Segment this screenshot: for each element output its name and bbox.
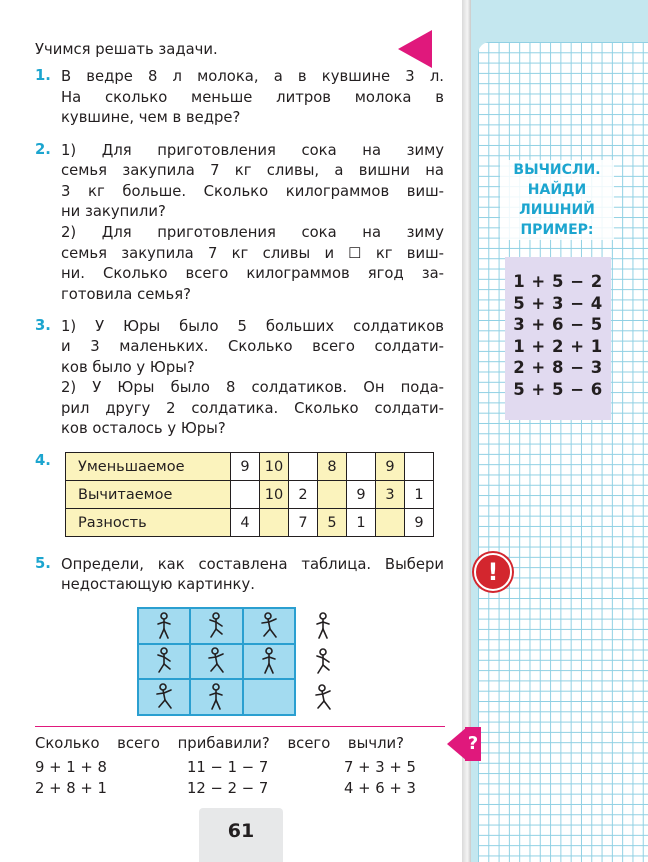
empty-grid-cell: [243, 679, 295, 715]
stick-figure-icon: [206, 683, 226, 711]
expression: 9 + 1 + 8: [35, 759, 107, 776]
table-row: [66, 481, 434, 509]
sidebar-title: [500, 160, 614, 240]
question-tag-pointer: [447, 727, 467, 761]
task-line: 2) Для приготовления сока на зиму: [61, 224, 444, 241]
task-line: На сколько меньше литров молока в: [61, 89, 444, 106]
grid-cell: [138, 608, 190, 644]
grid-cell: [243, 644, 295, 680]
task-line: ни закупили?: [61, 203, 166, 220]
stick-figure-icon: [154, 612, 174, 640]
table-cell: 1: [347, 509, 376, 537]
table-cell: 10: [260, 481, 289, 509]
stick-figure-icon: [154, 683, 174, 711]
example-expression: 1 + 2 + 1: [513, 336, 603, 356]
table-cell: 8: [318, 453, 347, 481]
stick-figure-icon: [313, 612, 333, 640]
stick-figure-icon: [313, 684, 333, 712]
row-label: Вычитаемое: [66, 481, 231, 509]
table-cell: 1: [405, 481, 434, 509]
table-cell: [405, 453, 434, 481]
table-cell: [289, 453, 318, 481]
task-line: недостающую картинку.: [61, 576, 255, 593]
task-line: и 3 маленьких. Сколько всего солдати-: [61, 338, 444, 355]
table-cell: 9: [231, 453, 260, 481]
task-line: Определи, как составлена таблица. Выбери: [61, 556, 444, 573]
task-line: ков осталось у Юры?: [61, 420, 226, 437]
table-cell: 3: [376, 481, 405, 509]
expression: 12 − 2 − 7: [187, 780, 269, 797]
task-line: 1) Для приготовления сока на зиму: [61, 142, 444, 159]
table-cell: 9: [376, 453, 405, 481]
table-cell: 9: [347, 481, 376, 509]
grid-cell: [190, 608, 242, 644]
grid-cell: [190, 679, 242, 715]
table-cell: 4: [231, 509, 260, 537]
grid-cell: [138, 679, 190, 715]
question-icon: [447, 727, 481, 761]
grid-cell: [243, 608, 295, 644]
task-number: 3.: [35, 317, 51, 334]
table-cell: [231, 481, 260, 509]
grid-cell: [190, 644, 242, 680]
task-number: 5.: [35, 555, 51, 572]
task-line: 3 кг больше. Сколько килограммов виш-: [61, 183, 444, 200]
row-label: Разность: [66, 509, 231, 537]
pattern-grid: [137, 607, 296, 716]
table-cell: [347, 453, 376, 481]
examples-box: [505, 257, 611, 420]
task-number: 4.: [35, 452, 51, 469]
example-expression: 2 + 8 − 3: [513, 358, 603, 377]
answer-option: [308, 644, 338, 680]
row-label: Уменьшаемое: [66, 453, 231, 481]
table-row: [66, 509, 434, 537]
stick-figure-icon: [154, 647, 174, 675]
table-cell: 5: [318, 509, 347, 537]
task-line: ни. Сколько всего килограммов ягод за-: [61, 265, 444, 282]
answer-options: [308, 608, 338, 716]
table-cell: 10: [260, 453, 289, 481]
stick-figure-icon: [259, 612, 279, 640]
expression: 2 + 8 + 1: [35, 780, 107, 797]
sidebar-title-line: НАЙДИ: [527, 182, 587, 198]
example-expression: 3 + 6 − 5: [513, 315, 603, 334]
task-line: ков было у Юры?: [61, 359, 195, 376]
answer-option: [308, 608, 338, 644]
sidebar-title-line: ЛИШНИЙ: [519, 202, 595, 218]
table-cell: [260, 509, 289, 537]
answer-option: [308, 680, 338, 716]
expression: 7 + 3 + 5: [344, 759, 416, 776]
table-cell: 9: [405, 509, 434, 537]
sidebar-title-line: ПРИМЕР:: [520, 222, 594, 238]
task-line: кувшине, чем в ведре?: [61, 109, 241, 126]
task-line: В ведре 8 л молока, а в кувшине 3 л.: [61, 68, 444, 85]
task-line: 1) У Юры было 5 больших солдатиков: [61, 318, 444, 335]
task-line: 2) У Юры было 8 солдатиков. Он пода-: [61, 379, 444, 396]
section-divider: [35, 726, 445, 727]
example-expression: 5 + 5 − 6: [513, 379, 603, 399]
expression: 11 − 1 − 7: [187, 759, 269, 776]
table-row: [66, 453, 434, 481]
task-line: семья закупила 7 кг сливы и ☐ кг виш-: [61, 245, 444, 262]
lesson-heading: Учимся решать задачи.: [35, 41, 218, 58]
page-number: 61: [227, 820, 255, 842]
task-line: готовила семья?: [61, 286, 191, 303]
grid-cell: [138, 644, 190, 680]
stick-figure-icon: [206, 612, 226, 640]
stick-figure-icon: [313, 648, 333, 676]
bottom-question: Сколько всего прибавили? всего вычли?: [35, 735, 404, 752]
question-mark: ?: [465, 727, 481, 761]
table-cell: [376, 509, 405, 537]
task-line: рил другу 2 солдатика. Сколько солдати-: [61, 400, 444, 417]
table-cell: [318, 481, 347, 509]
stick-figure-icon: [206, 647, 226, 675]
sidebar-title-line: ВЫЧИСЛИ.: [513, 162, 601, 178]
stick-figure-icon: [259, 647, 279, 675]
task-number: 2.: [35, 141, 51, 158]
example-expression: 1 + 5 − 2: [513, 272, 603, 291]
subtraction-table: [65, 452, 434, 537]
bookmark-arrow-icon: [398, 30, 432, 68]
task-number: 1.: [35, 67, 51, 84]
table-cell: 2: [289, 481, 318, 509]
warning-icon: !: [474, 553, 512, 591]
task-line: семья закупила 7 кг сливы, а вишни на: [61, 162, 444, 179]
table-cell: 7: [289, 509, 318, 537]
expression: 4 + 6 + 3: [344, 780, 416, 797]
example-expression: 5 + 3 − 4: [513, 293, 603, 313]
